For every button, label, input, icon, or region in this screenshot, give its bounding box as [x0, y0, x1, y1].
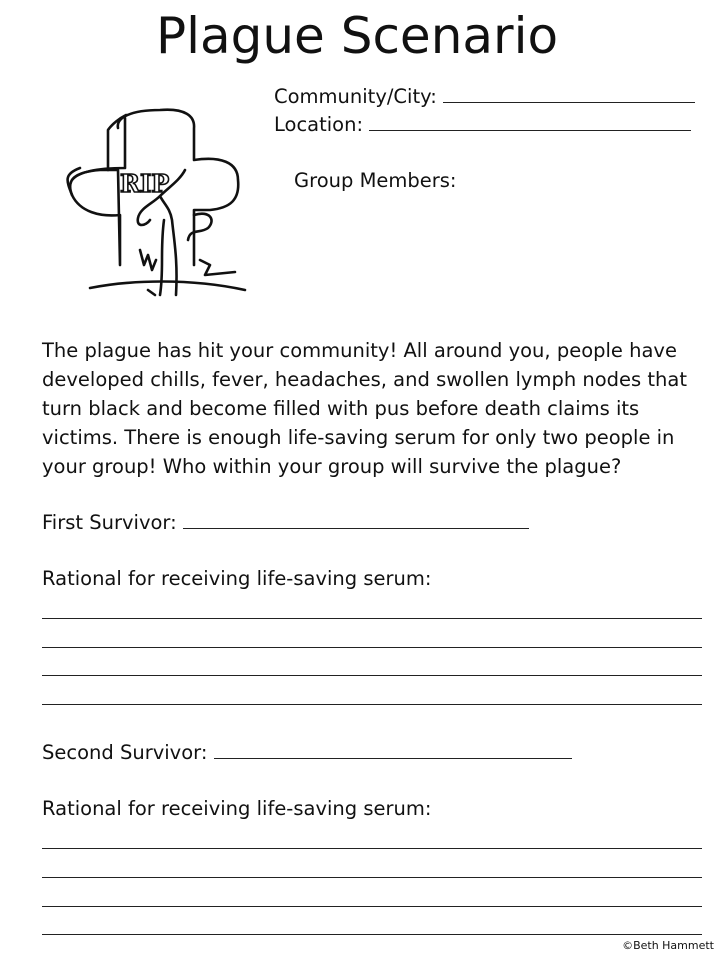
- scenario-text: The plague has hit your community! All around you, people have developed chills, fever, headaches, and swollen lymph nodes that turn black and become filled with pus before death claims its victims. There is enough life-saving serum for only two people in your group! Who within your group will survive the plague?: [42, 339, 688, 478]
- first-survivor-label: First Survivor:: [42, 511, 177, 534]
- community-input[interactable]: [443, 84, 695, 103]
- second-rational-line[interactable]: [42, 848, 702, 849]
- location-field: [274, 112, 691, 137]
- first-rational-line[interactable]: [42, 618, 702, 619]
- second-rational-line[interactable]: [42, 877, 702, 878]
- community-field: [274, 84, 695, 109]
- first-rational-label: Rational for receiving life-saving serum:: [42, 567, 432, 590]
- first-rational-line[interactable]: [42, 675, 702, 676]
- second-survivor-input[interactable]: [214, 740, 572, 759]
- tombstone-icon: [60, 100, 255, 300]
- copyright: ©Beth Hammett: [622, 939, 714, 952]
- second-survivor-label: Second Survivor:: [42, 741, 208, 764]
- rip-lettering: RIP: [120, 169, 170, 198]
- first-rational-line[interactable]: [42, 647, 702, 648]
- second-rational-line[interactable]: [42, 906, 702, 907]
- location-input[interactable]: [369, 112, 691, 131]
- community-label: Community/City:: [274, 85, 437, 108]
- first-rational-line[interactable]: [42, 704, 702, 705]
- second-survivor-field: [42, 740, 572, 765]
- page-title: Plague Scenario: [155, 7, 559, 65]
- second-rational-label: Rational for receiving life-saving serum:: [42, 797, 432, 820]
- first-survivor-input[interactable]: [183, 510, 529, 529]
- first-survivor-field: [42, 510, 529, 535]
- second-rational-line[interactable]: [42, 934, 702, 935]
- group-members-label: Group Members:: [294, 169, 457, 192]
- location-label: Location:: [274, 113, 364, 136]
